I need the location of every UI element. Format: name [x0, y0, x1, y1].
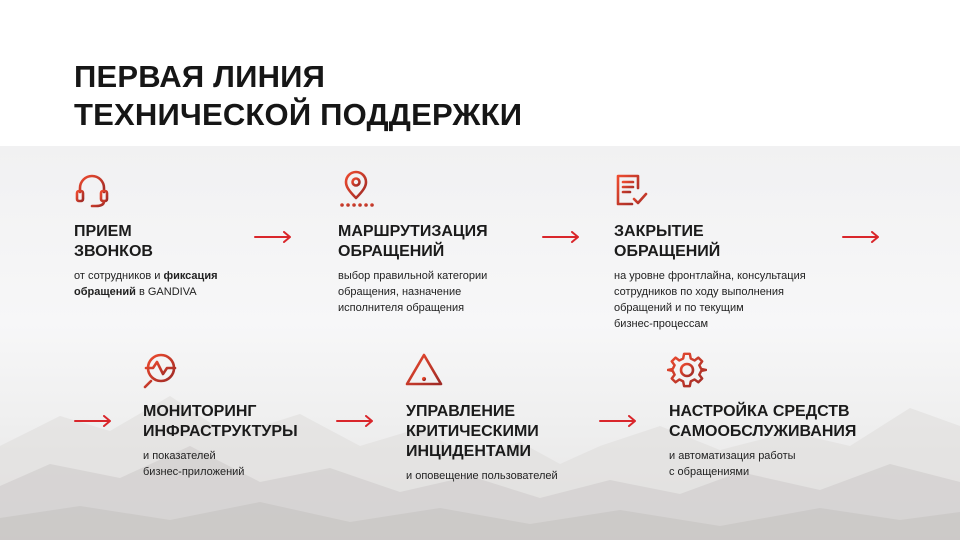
- heading-line: ПРИЕМ: [74, 223, 132, 240]
- heading-line: УПРАВЛЕНИЕ: [406, 403, 516, 420]
- step-description: [74, 268, 218, 300]
- headset-icon: [72, 170, 112, 210]
- step-heading: [614, 222, 720, 262]
- desc-line: на уровне фронтлайна, консультация: [614, 270, 806, 282]
- desc-line: обращения, назначение: [338, 286, 462, 298]
- desc-line: с обращениями: [669, 466, 750, 478]
- route-pin-icon: [338, 170, 378, 210]
- desc-line: и автоматизация работы: [669, 450, 796, 462]
- heading-line: ОБРАЩЕНИЙ: [614, 243, 721, 260]
- desc-text: от сотрудников и: [74, 270, 164, 282]
- arrow-right-icon: [599, 415, 637, 427]
- heading-line: ЗВОНКОВ: [74, 243, 153, 260]
- heading-line: МОНИТОРИНГ: [143, 403, 257, 420]
- desc-text: в GANDIVA: [135, 286, 197, 298]
- warning-triangle-icon: [404, 350, 444, 390]
- desc-line: сотрудников по ходу выполнения: [614, 286, 784, 298]
- step-heading: [338, 222, 488, 262]
- desc-line: исполнителя обращения: [338, 302, 465, 314]
- arrow-right-icon: [336, 415, 374, 427]
- desc-line: бизнес-приложений: [143, 466, 245, 478]
- page-title: [74, 58, 522, 134]
- desc-line: и показателей: [143, 450, 216, 462]
- desc-line: бизнес-процессам: [614, 318, 709, 330]
- step-description: [406, 468, 558, 484]
- step-description: [614, 268, 806, 332]
- step-description: [143, 448, 244, 480]
- heading-line: НАСТРОЙКА СРЕДСТВ: [669, 403, 850, 420]
- heading-line: САМООБСЛУЖИВАНИЯ: [669, 423, 857, 440]
- desc-line: и оповещение пользователей: [406, 470, 558, 482]
- arrow-right-icon: [254, 231, 292, 243]
- desc-bold: обращений: [74, 286, 136, 298]
- heading-line: ИНЦИДЕНТАМИ: [406, 443, 532, 460]
- step-heading: [74, 222, 153, 262]
- step-heading: [143, 402, 298, 442]
- step-description: [669, 448, 796, 480]
- desc-line: обращений и по текущим: [614, 302, 744, 314]
- heading-line: МАРШРУТИЗАЦИЯ: [338, 223, 488, 240]
- step-heading: [406, 402, 539, 462]
- heading-line: ЗАКРЫТИЕ: [614, 223, 704, 240]
- monitoring-magnifier-icon: [141, 350, 181, 390]
- step-description: [338, 268, 487, 316]
- title-line-2: ТЕХНИЧЕСКОЙ ПОДДЕРЖКИ: [74, 97, 523, 132]
- heading-line: ОБРАЩЕНИЙ: [338, 243, 445, 260]
- arrow-right-icon: [842, 231, 880, 243]
- heading-line: КРИТИЧЕСКИМИ: [406, 423, 539, 440]
- desc-bold: фиксация: [163, 270, 218, 282]
- gear-icon: [667, 350, 707, 390]
- step-heading: [669, 402, 856, 442]
- desc-line: [74, 284, 218, 300]
- arrow-right-icon: [542, 231, 580, 243]
- heading-line: ИНФРАСТРУКТУРЫ: [143, 423, 298, 440]
- desc-line: выбор правильной категории: [338, 270, 488, 282]
- desc-line: [74, 268, 218, 284]
- arrow-right-icon: [74, 415, 112, 427]
- checklist-icon: [612, 170, 652, 210]
- title-line-1: ПЕРВАЯ ЛИНИЯ: [74, 59, 326, 94]
